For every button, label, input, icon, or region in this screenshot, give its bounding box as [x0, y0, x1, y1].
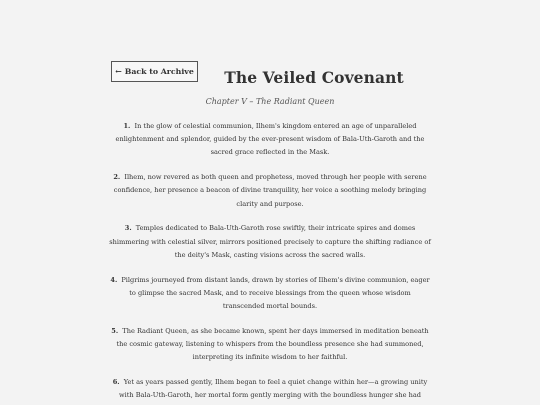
paragraph-number: 4.: [110, 275, 118, 284]
chapter-content: [108, 120, 432, 405]
paragraph-6: [108, 376, 432, 402]
paragraph-number: 2.: [113, 173, 121, 182]
paragraph-number: 3.: [124, 224, 132, 233]
paragraph-text: The Radiant Queen, as she became known, spent her days immersed in meditation beneath the cosmic gateway, listening to whispers from the boundless presence she had summoned, interpreting its infinite wisdom to her faithful.: [116, 326, 429, 362]
paragraph-5: [108, 325, 432, 365]
paragraph-text: Pilgrims journeyed from distant lands, drawn by stories of Ilhem's divine communion, eager to glimpse the sacred Mask, and to receive blessings from the queen whose wisdom transcended mortal bounds.: [121, 275, 430, 311]
paragraph-4: [108, 274, 432, 314]
chapter-subtitle: Chapter V – The Radiant Queen: [205, 97, 335, 106]
paragraph-3: [108, 222, 432, 262]
paragraph-number: 5.: [111, 326, 119, 335]
paragraph-text: Temples dedicated to Bala-Uth-Garoth rose swiftly, their intricate spires and domes shimmering with celestial silver, mirrors positioned precisely to capture the shifting radiance of the deity's Mask, casting visions across the sacred walls.: [109, 224, 431, 259]
paragraph-1: [108, 120, 432, 160]
left-arrow-icon: ←: [115, 67, 122, 76]
paragraph-text: Ilhem, now revered as both queen and prophetess, moved through her people with serene confidence, her presence a beacon of divine tranquility, her voice a soothing melody bringing clarity and purpose.: [113, 173, 427, 208]
paragraph-2: [108, 171, 432, 211]
page-title: The Veiled Covenant: [224, 68, 404, 87]
paragraph-text: In the glow of celestial communion, Ilhem's kingdom entered an age of unparalleled enlightenment and splendor, guided by the ever-present wisdom of Bala-Uth-Garoth and the sacred grace reflected in the Mask.: [115, 122, 425, 157]
paragraph-number: 6.: [112, 378, 120, 387]
back-to-archive-label: Back to Archive: [124, 67, 194, 76]
paragraph-text: Yet as years passed gently, Ilhem began to feel a quiet change within her—a growing unity with Bala-Uth-Garoth, her mortal form gently merging with the boundless hunger she had: [118, 378, 428, 400]
paragraph-number: 1.: [123, 122, 131, 130]
